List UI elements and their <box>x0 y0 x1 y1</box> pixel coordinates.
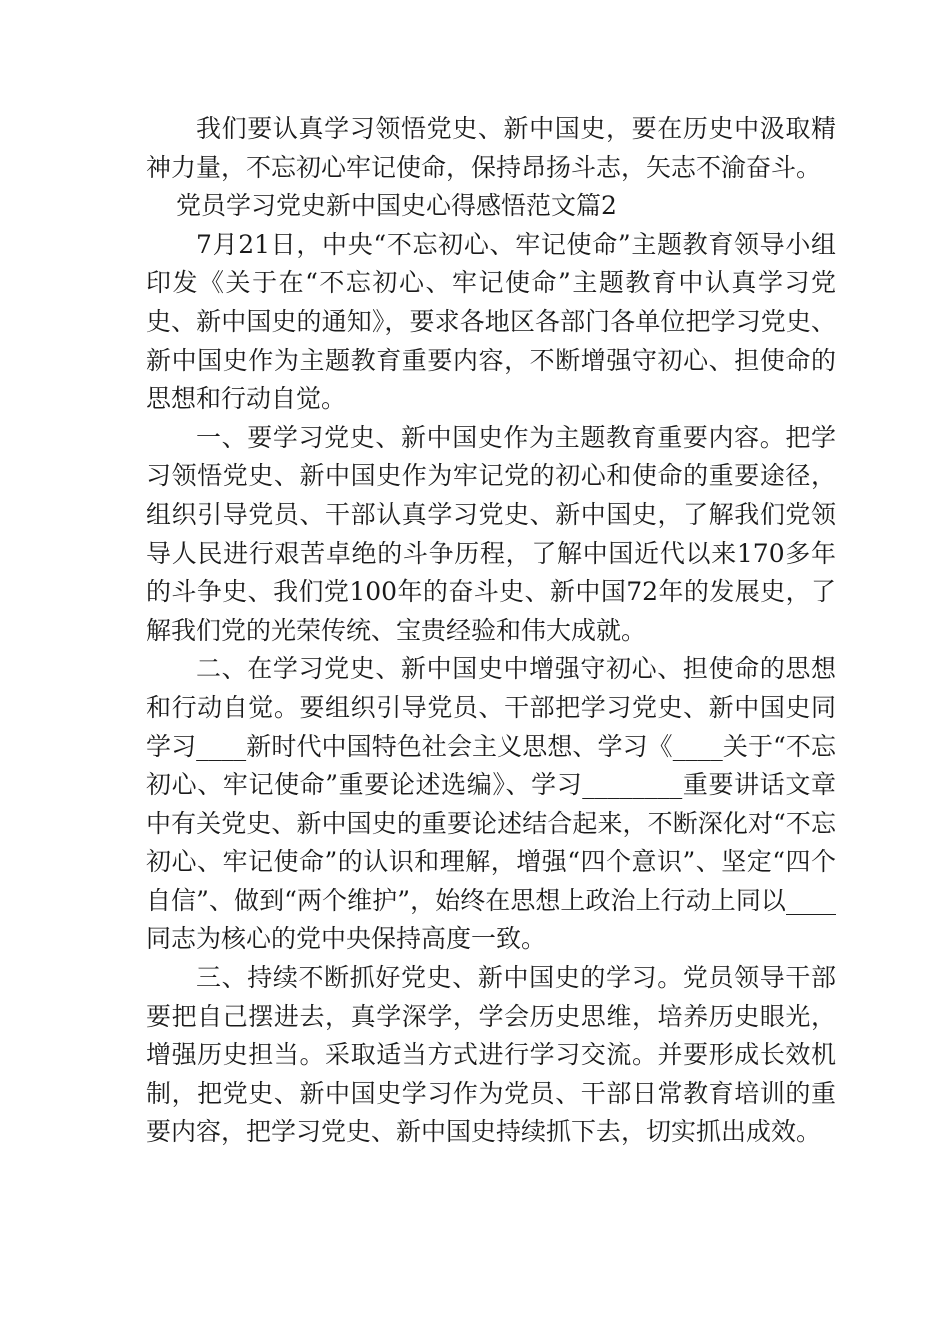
paragraph-point-two: 二、在学习党史、新中国史中增强守初心、担使命的思想和行动自觉。要组织引导党员、干部把学习党史、新中国史同学习____新时代中国特色社会主义思想、学习《____关于“不忘初心、牢记使命”重要论述选编》、学习________重要讲话文章中有关党史、新中国史的重要论述结合起来，不断深化对“不忘初心、牢记使命”的认识和理解，增强“四个意识”、坚定“四个自信”、做到“两个维护”，始终在思想上政治上行动上同以____同志为核心的党中央保持高度一致。 <box>146 654 836 954</box>
paragraph-point-three: 三、持续不断抓好党史、新中国史的学习。党员领导干部要把自己摆进去，真学深学，学会历史思维，培养历史眼光，增强历史担当。采取适当方式进行学习交流。并要形成长效机制，把党史、新中国史学习作为党员、干部日常教育培训的重要内容，把学习党史、新中国史持续抓下去，切实抓出成效。 <box>146 963 836 1147</box>
document-page <box>146 110 836 1152</box>
section-heading: 党员学习党史新中国史心得感悟范文篇2 <box>176 191 617 221</box>
paragraph-intro: 我们要认真学习领悟党史、新中国史，要在历史中汲取精神力量，不忘初心牢记使命，保持昂扬斗志，矢志不渝奋斗。 <box>146 114 836 182</box>
paragraph-notice: 7月21日，中央“不忘初心、牢记使命”主题教育领导小组印发《关于在“不忘初心、牢记使命”主题教育中认真学习党史、新中国史的通知》，要求各地区各部门各单位把学习党史、新中国史作为主题教育重要内容，不断增强守初心、担使命的思想和行动自觉。 <box>146 229 836 414</box>
paragraph-point-one: 一、要学习党史、新中国史作为主题教育重要内容。把学习领悟党史、新中国史作为牢记党的初心和使命的重要途径，组织引导党员、干部认真学习党史、新中国史，了解我们党领导人民进行艰苦卓绝的斗争历程，了解中国近代以来170多年的斗争史、我们党100年的奋斗史、新中国72年的发展史，了解我们党的光荣传统、宝贵经验和伟大成就。 <box>146 422 836 645</box>
